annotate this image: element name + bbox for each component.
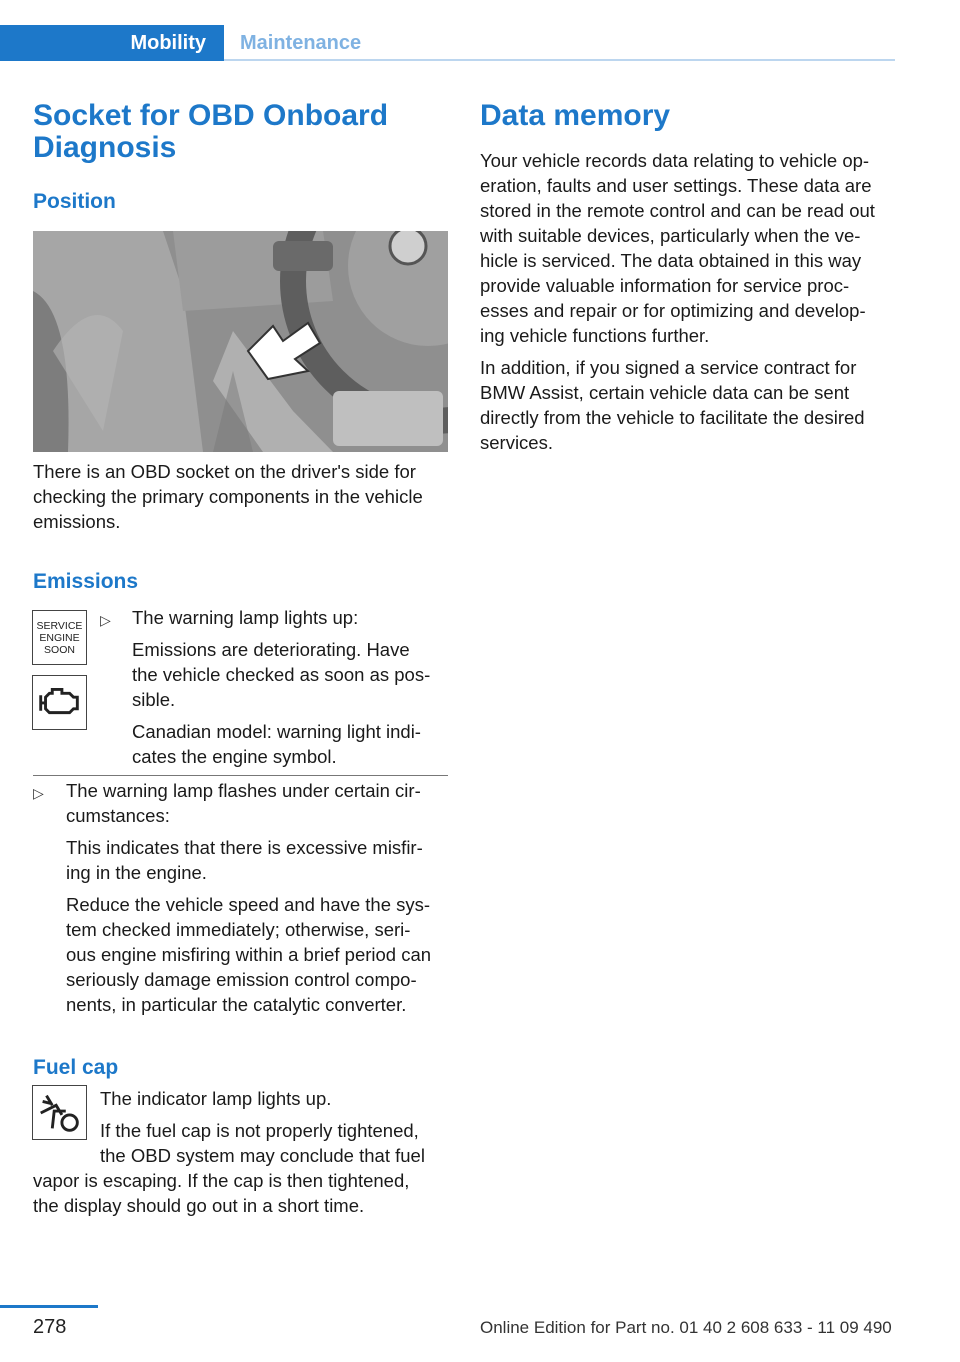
position-text (33, 459, 453, 534)
icon-text: ENGINE (39, 631, 80, 644)
para-line: with suitable devices, particularly when the ve- (480, 225, 861, 246)
bullet-line: tem checked immediately; otherwise, seri- (66, 919, 411, 940)
fuel-cap-text-indented (100, 1086, 450, 1168)
bullet-triangle-icon: ▷ (100, 612, 111, 628)
para-line: Your vehicle records data relating to vehicle op- (480, 150, 870, 171)
data-memory-para-1 (480, 148, 898, 348)
bullet-line: seriously damage emission control compo- (66, 969, 417, 990)
fuel-line: The indicator lamp lights up. (100, 1088, 332, 1109)
para-line: eration, faults and user settings. These data are (480, 175, 872, 196)
fuel-cap-text (33, 1168, 453, 1218)
data-memory-para-2 (480, 355, 898, 455)
right-column (480, 100, 898, 455)
icon-text: SOON (44, 643, 75, 656)
bullet-line: sible. (132, 689, 176, 710)
header-rule (224, 59, 895, 61)
bullet-line: Reduce the vehicle speed and have the sys- (66, 894, 431, 915)
footer-rule (0, 1305, 98, 1308)
fuel-line: the display should go out in a short time. (33, 1195, 365, 1216)
page-title (33, 100, 448, 164)
para-line: hicle is serviced. The data obtained in this way (480, 250, 862, 271)
para-line: provide valuable information for service proc- (480, 275, 850, 296)
title-line-1: Socket for OBD Onboard (33, 99, 389, 132)
page-number: 278 (33, 1316, 67, 1338)
position-line: checking the primary components in the vehicle (33, 486, 423, 507)
bullet-line: The warning lamp flashes under certain cir- (66, 780, 421, 801)
para-line: directly from the vehicle to facilitate the desired (480, 407, 865, 428)
position-heading: Position (33, 190, 116, 213)
bullet-line: This indicates that there is excessive misfir- (66, 837, 423, 858)
bullet-line: the vehicle checked as soon as pos- (132, 664, 431, 685)
section-header (0, 25, 895, 61)
bullet-triangle-icon: ▷ (33, 785, 44, 801)
para-line: ing vehicle functions further. (480, 325, 710, 346)
fuel-line: the OBD system may conclude that fuel (100, 1145, 425, 1166)
bullet-line: ing in the engine. (66, 862, 207, 883)
position-line: There is an OBD socket on the driver's side for (33, 461, 416, 482)
para-line: stored in the remote control and can be read out (480, 200, 875, 221)
data-memory-title: Data memory (480, 99, 671, 132)
tab-mobility[interactable]: Mobility (0, 25, 224, 61)
bullet-line: ous engine misfiring within a brief period can (66, 944, 432, 965)
divider (33, 775, 448, 776)
tab-maintenance[interactable]: Maintenance (240, 32, 362, 54)
bullet-line: cates the engine symbol. (132, 746, 337, 767)
bullet-line: Canadian model: warning light indi- (132, 721, 421, 742)
bullet-line: cumstances: (66, 805, 170, 826)
para-line: In addition, if you signed a service contract for (480, 357, 857, 378)
edition-note: Online Edition for Part no. 01 40 2 608 633 - 11 09 490 (480, 1318, 892, 1337)
para-line: BMW Assist, certain vehicle data can be sent (480, 382, 850, 403)
icon-text: SERVICE (36, 619, 83, 632)
bullet-line: nents, in particular the catalytic converter. (66, 994, 407, 1015)
bullet-line: Emissions are deteriorating. Have (132, 639, 410, 660)
para-line: esses and repair or for optimizing and develop- (480, 300, 866, 321)
fuel-cap-heading: Fuel cap (33, 1056, 119, 1079)
obd-socket-photo (33, 231, 448, 452)
para-line: services. (480, 432, 553, 453)
left-column (33, 100, 448, 215)
position-line: emissions. (33, 511, 121, 532)
check-engine-icon (32, 675, 87, 730)
title-line-2: Diagnosis (33, 131, 177, 164)
bullet-line: The warning lamp lights up: (132, 607, 359, 628)
emissions-heading: Emissions (33, 570, 139, 593)
fuel-line: vapor is escaping. If the cap is then tightened, (33, 1170, 410, 1191)
bullet-1 (132, 605, 452, 769)
service-engine-soon-icon (32, 610, 87, 665)
fuel-cap-icon (32, 1085, 87, 1140)
fuel-line: If the fuel cap is not properly tightened, (100, 1120, 419, 1141)
bullet-2 (66, 778, 456, 1017)
